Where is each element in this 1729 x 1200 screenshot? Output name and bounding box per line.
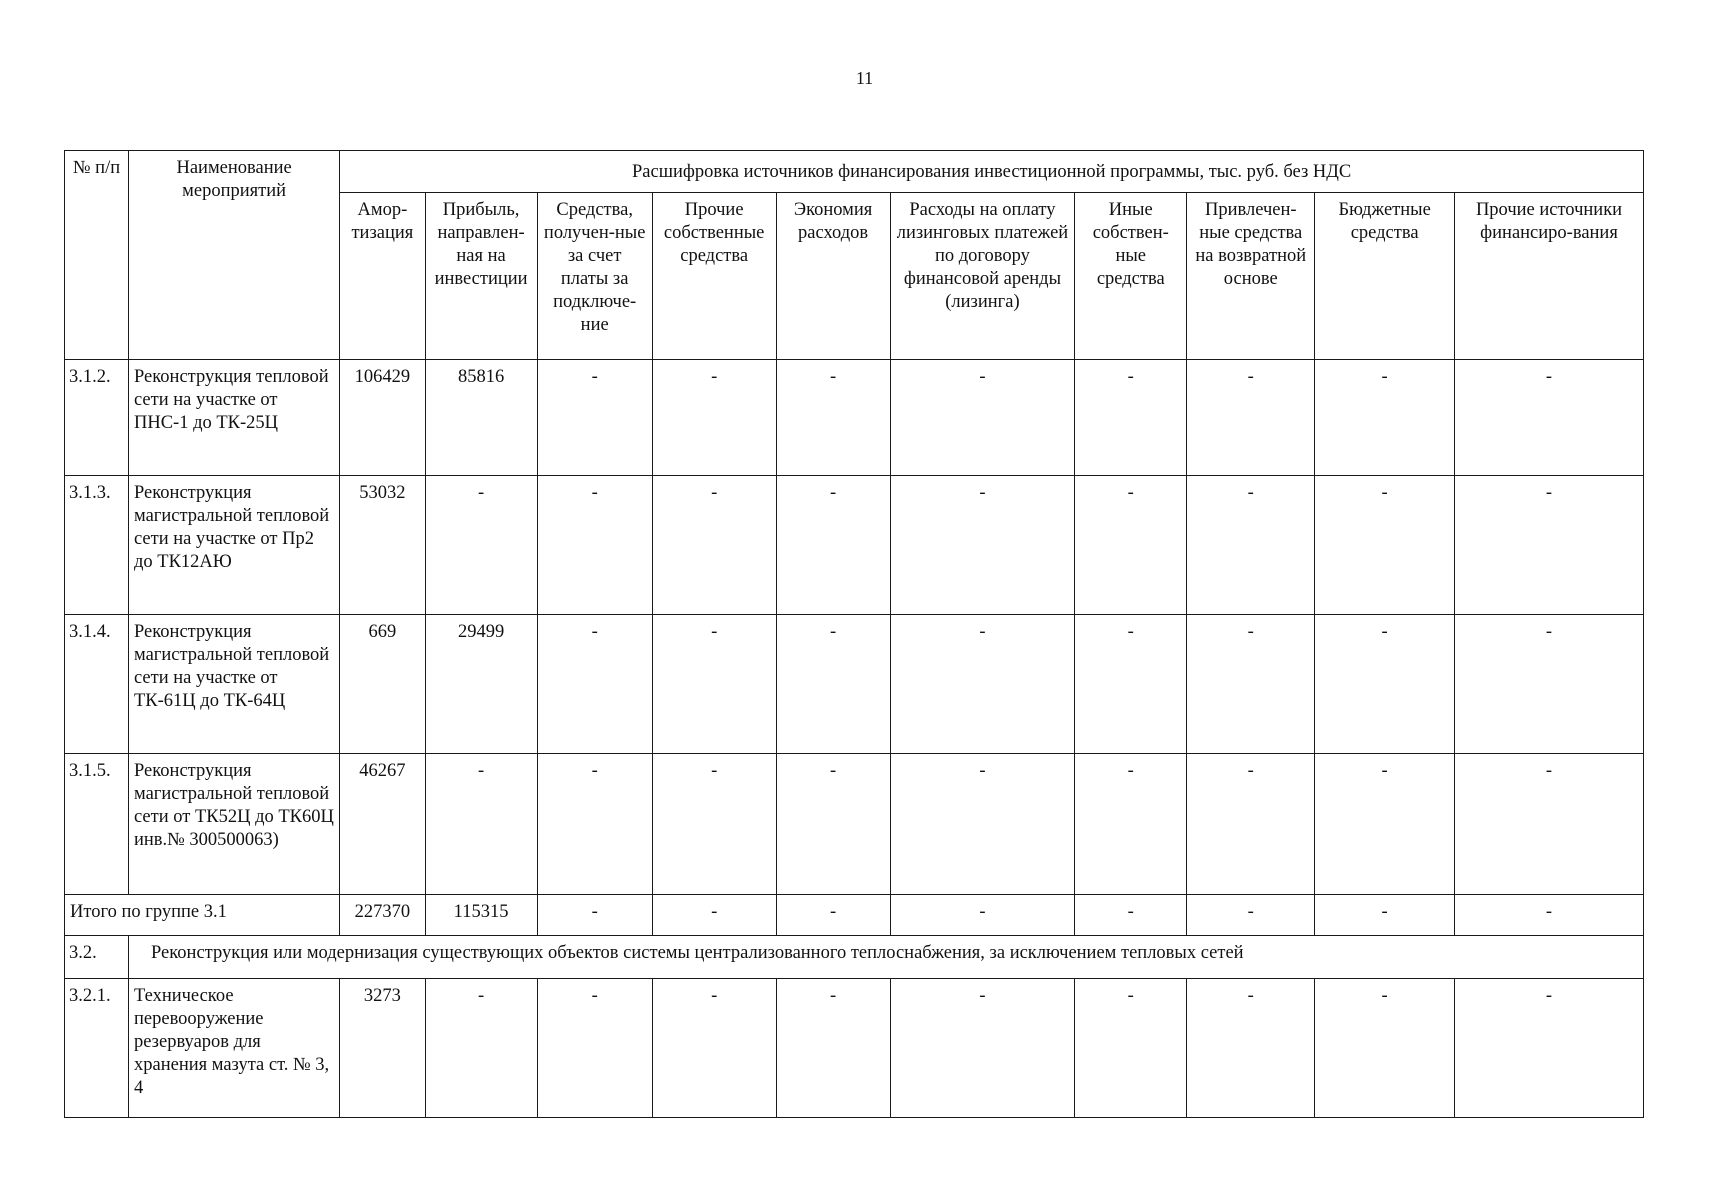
cell-value: - (890, 360, 1075, 476)
cell-value: - (1187, 476, 1315, 615)
cell-value: - (537, 979, 652, 1118)
cell-value: - (1187, 615, 1315, 754)
row-number: 3.1.4. (65, 615, 129, 754)
cell-value: - (776, 476, 890, 615)
cell-value: - (425, 476, 537, 615)
cell-value: - (425, 754, 537, 895)
cell-value: - (1315, 360, 1455, 476)
cell-value: - (652, 615, 776, 754)
cell-value: 669 (340, 615, 425, 754)
cell-value: - (1315, 754, 1455, 895)
cell-value: - (890, 476, 1075, 615)
header-col-connection-fees: Средства, получен-ные за счет платы за подключе-ние (537, 193, 652, 360)
cell-value: - (652, 979, 776, 1118)
total-value: - (1315, 895, 1455, 936)
row-number: 3.2.1. (65, 979, 129, 1118)
total-value: - (1187, 895, 1315, 936)
header-col-amortization: Амор-тизация (340, 193, 425, 360)
section-title: Реконструкция или модернизация существующих объектов системы централизованного теплоснабжения, за исключением тепловых сетей (129, 936, 1644, 979)
cell-value: - (1075, 360, 1187, 476)
section-number: 3.2. (65, 936, 129, 979)
cell-value: 106429 (340, 360, 425, 476)
section-row (65, 936, 1644, 979)
header-col-budget: Бюджетные средства (1315, 193, 1455, 360)
cell-value: - (1455, 979, 1644, 1118)
cell-value: - (652, 754, 776, 895)
cell-value: - (652, 360, 776, 476)
table-row (65, 754, 1644, 895)
cell-value: - (1187, 979, 1315, 1118)
header-group-title: Расшифровка источников финансирования инвестиционной программы, тыс. руб. без НДС (340, 151, 1644, 193)
cell-value: - (1315, 615, 1455, 754)
cell-value: - (537, 360, 652, 476)
cell-value: - (1187, 360, 1315, 476)
cell-value: - (1455, 360, 1644, 476)
total-value: - (1075, 895, 1187, 936)
page-number: 11 (855, 68, 874, 88)
cell-value: - (652, 476, 776, 615)
total-value: - (890, 895, 1075, 936)
row-name: Реконструкция тепловой сети на участке от ПНС-1 до ТК-25Ц (129, 360, 340, 476)
header-col-no: № п/п (65, 151, 129, 360)
cell-value: - (1455, 476, 1644, 615)
header-col-other-own: Прочие собственные средства (652, 193, 776, 360)
table-row (65, 476, 1644, 615)
cell-value: - (1315, 476, 1455, 615)
header-col-savings: Экономия расходов (776, 193, 890, 360)
cell-value: - (1455, 615, 1644, 754)
header-col-leasing: Расходы на оплату лизинговых платежей по договору финансовой аренды (лизинга) (890, 193, 1075, 360)
cell-value: - (1315, 979, 1455, 1118)
cell-value: - (1187, 754, 1315, 895)
header-col-name: Наименование мероприятий (129, 151, 340, 360)
cell-value: - (776, 979, 890, 1118)
row-name: Техническое перевооружение резервуаров для хранения мазута ст. № 3, 4 (129, 979, 340, 1118)
header-col-profit: Прибыль, направлен-ная на инвестиции (425, 193, 537, 360)
cell-value: - (890, 615, 1075, 754)
cell-value: - (1455, 754, 1644, 895)
total-value: - (652, 895, 776, 936)
cell-value: - (537, 754, 652, 895)
cell-value: - (1075, 615, 1187, 754)
cell-value: - (1075, 476, 1187, 615)
table-row (65, 979, 1644, 1118)
financing-table (64, 150, 1644, 1118)
cell-value: 29499 (425, 615, 537, 754)
total-value: 115315 (425, 895, 537, 936)
row-number: 3.1.5. (65, 754, 129, 895)
cell-value: - (890, 979, 1075, 1118)
row-name: Реконструкция магистральной тепловой сети от ТК52Ц до ТК60Ц инв.№ 300500063) (129, 754, 340, 895)
total-label: Итого по группе 3.1 (65, 895, 340, 936)
row-name: Реконструкция магистральной тепловой сети на участке от ТК-61Ц до ТК-64Ц (129, 615, 340, 754)
table-row (65, 360, 1644, 476)
cell-value: - (776, 360, 890, 476)
header-col-borrowed: Привлечен-ные средства на возвратной основе (1187, 193, 1315, 360)
row-number: 3.1.2. (65, 360, 129, 476)
cell-value: - (776, 754, 890, 895)
cell-value: 46267 (340, 754, 425, 895)
total-value: 227370 (340, 895, 425, 936)
cell-value: - (425, 979, 537, 1118)
cell-value: - (776, 615, 890, 754)
cell-value: 53032 (340, 476, 425, 615)
row-name: Реконструкция магистральной тепловой сети на участке от Пр2 до ТК12АЮ (129, 476, 340, 615)
row-number: 3.1.3. (65, 476, 129, 615)
total-row (65, 895, 1644, 936)
cell-value: - (890, 754, 1075, 895)
table-row (65, 615, 1644, 754)
total-value: - (1455, 895, 1644, 936)
total-value: - (537, 895, 652, 936)
cell-value: - (1075, 754, 1187, 895)
header-row-1 (65, 151, 1644, 193)
cell-value: 3273 (340, 979, 425, 1118)
total-value: - (776, 895, 890, 936)
header-col-other-sources: Прочие источники финансиро-вания (1455, 193, 1644, 360)
cell-value: 85816 (425, 360, 537, 476)
cell-value: - (537, 476, 652, 615)
header-col-other-own-funds: Иные собствен-ные средства (1075, 193, 1187, 360)
cell-value: - (1075, 979, 1187, 1118)
cell-value: - (537, 615, 652, 754)
